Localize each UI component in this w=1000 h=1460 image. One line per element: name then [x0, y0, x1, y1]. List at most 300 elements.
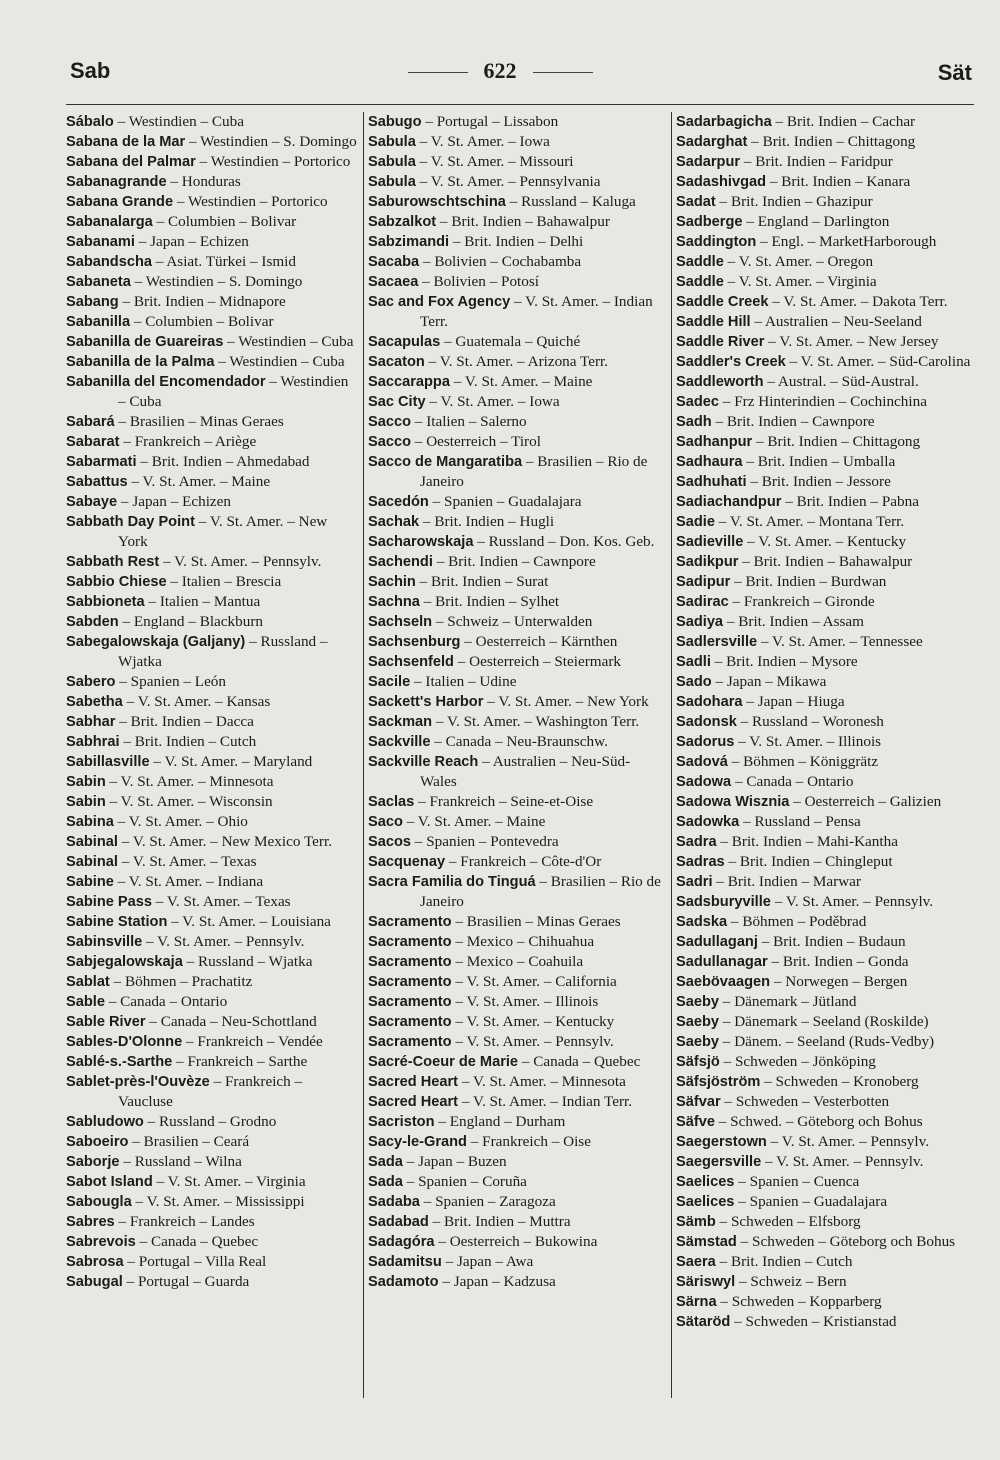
gazetteer-entry — [368, 1232, 666, 1252]
entry-term: Saboeiro — [66, 1134, 129, 1150]
entry-term: Sadh — [676, 414, 712, 430]
gazetteer-entry — [66, 612, 358, 632]
entry-location: – Dänemark – Jütland — [719, 993, 857, 1010]
gazetteer-entry — [368, 672, 666, 692]
entry-location: – V. St. Amer. – Pennsylv. — [159, 553, 322, 570]
entry-term: Sabhrai — [66, 734, 120, 750]
gazetteer-entry — [676, 512, 974, 532]
entry-term: Saebövaagen — [676, 974, 771, 990]
entry-term: Sadhanpur — [676, 434, 753, 450]
gazetteer-entry — [676, 1132, 974, 1152]
entry-location: – Portugal – Lissabon — [421, 113, 559, 130]
entry-term: Sacaba — [368, 254, 420, 270]
entry-location: – V. St. Amer. – Texas — [152, 893, 291, 910]
entry-location: – V. St. Amer. – Texas — [117, 853, 257, 870]
gazetteer-entry — [676, 1252, 974, 1272]
entry-term: Sabillasville — [66, 754, 150, 770]
entry-term: Sacco — [368, 414, 411, 430]
entry-location: – Oesterreich – Tirol — [411, 433, 541, 450]
entry-term: Sabana del Palmar — [66, 154, 196, 170]
entry-location: – Portugal – Villa Real — [123, 1253, 267, 1270]
entry-location: – Böhmen – Prachatitz — [109, 973, 253, 990]
entry-location: – Russland – Don. Kos. Geb. — [473, 533, 655, 550]
entry-location: – Portugal – Guarda — [122, 1273, 250, 1290]
entry-term: Sabine — [66, 874, 114, 890]
gazetteer-entry — [66, 812, 358, 832]
entry-location: – V. St. Amer. – California — [451, 973, 617, 990]
entry-location: – Westindien – S. Domingo — [185, 133, 357, 150]
gazetteer-entry — [368, 712, 666, 732]
entry-location: – Engl. – MarketHarborough — [756, 233, 937, 250]
entry-location: – V. St. Amer. – Maine — [449, 373, 593, 390]
header-right-catchword: Sät — [937, 60, 972, 85]
gazetteer-entry — [368, 792, 666, 812]
entry-term: Sablat — [66, 974, 110, 990]
entry-location: – V. St. Amer. – Louisiana — [167, 913, 331, 930]
entry-location: – Oesterreich – Kärnthen — [460, 633, 618, 650]
gazetteer-entry — [368, 832, 666, 852]
entry-term: Sabrevois — [66, 1234, 136, 1250]
entry-location: – V. St. Amer. – Kansas — [122, 693, 271, 710]
header-rule — [66, 104, 974, 105]
gazetteer-entry — [368, 272, 666, 292]
entry-term: Sabden — [66, 614, 119, 630]
gazetteer-entry — [66, 1212, 358, 1232]
entry-location: – V. St. Amer. – Wisconsin — [105, 793, 273, 810]
entry-term: Sadowka — [676, 814, 740, 830]
gazetteer-entry — [676, 1232, 974, 1252]
gazetteer-entry — [676, 1052, 974, 1072]
entry-location: – Japan – Hiuga — [742, 693, 845, 710]
entry-location: – V. St. Amer. – Iowa — [425, 393, 560, 410]
gazetteer-entry — [676, 572, 974, 592]
entry-term: Sada — [368, 1154, 403, 1170]
entry-location: – Brit. Indien – Assam — [723, 613, 864, 630]
entry-location: – Böhmen – Königgrätz — [727, 753, 879, 770]
entry-term: Sachsenfeld — [368, 654, 454, 670]
gazetteer-entry — [368, 172, 666, 192]
gazetteer-entry — [368, 1172, 666, 1192]
gazetteer-entry — [676, 252, 974, 272]
gazetteer-entry — [676, 1092, 974, 1112]
entry-location: – Schweden – Vesterbotten — [720, 1093, 890, 1110]
gazetteer-entry — [676, 1292, 974, 1312]
gazetteer-entry — [676, 732, 974, 752]
entry-location: – Frankreich – Oise — [466, 1133, 591, 1150]
entry-location: – Brit. Indien – Gonda — [767, 953, 909, 970]
entry-term: Sabanagrande — [66, 174, 167, 190]
entry-location: – Brit. Indien – Faridpur — [740, 153, 893, 170]
column-divider-2 — [671, 112, 672, 1398]
gazetteer-entry — [66, 312, 358, 332]
entry-location: – Brit. Indien – Delhi — [449, 233, 584, 250]
entry-term: Sabandscha — [66, 254, 152, 270]
entry-location: – Brit. Indien – Ghazipur — [715, 193, 873, 210]
gazetteer-entry — [66, 852, 358, 872]
entry-location: – V. St. Amer. – Indian Terr. — [420, 293, 653, 330]
entry-term: Sabula — [368, 174, 416, 190]
gazetteer-entry — [66, 672, 358, 692]
entry-location: – Schweiz – Bern — [735, 1273, 847, 1290]
entry-term: Saddle Creek — [676, 294, 769, 310]
entry-location: – Brit. Indien – Umballa — [742, 453, 896, 470]
entry-location: – Brit. Indien – Mysore — [710, 653, 858, 670]
entry-location: – Japan – Buzen — [402, 1153, 507, 1170]
gazetteer-entry — [66, 232, 358, 252]
gazetteer-entry — [66, 1232, 358, 1252]
gazetteer-entry — [66, 472, 358, 492]
entry-location: – V. St. Amer. – Virginia — [152, 1173, 306, 1190]
entry-location: – V. St. Amer. – Indian Terr. — [458, 1093, 633, 1110]
gazetteer-entry — [66, 332, 358, 352]
entry-term: Sacramento — [368, 954, 452, 970]
entry-location: – Brit. Indien – Bahawalpur — [738, 553, 913, 570]
entry-location: – Spanien – León — [115, 673, 226, 690]
entry-location: – Brit. Indien – Pabna — [781, 493, 919, 510]
entry-term: Sado — [676, 674, 712, 690]
entry-location: – V. St. Amer. – Mississippi — [131, 1193, 305, 1210]
entry-location: – Spanien – Pontevedra — [411, 833, 559, 850]
gazetteer-entry — [676, 552, 974, 572]
entry-location: – Schweden – Göteborg och Bohus — [736, 1233, 956, 1250]
entry-location: – Bolivien – Potosí — [418, 273, 539, 290]
entry-location: – England – Blackburn — [118, 613, 263, 630]
gazetteer-entry — [368, 1112, 666, 1132]
entry-term: Sachin — [368, 574, 416, 590]
gazetteer-entry — [368, 732, 666, 752]
entry-location: – Schweden – Kronoberg — [760, 1073, 919, 1090]
entry-location: – V. St. Amer. – Maine — [127, 473, 271, 490]
entry-location: – V. St. Amer. – Illinois — [451, 993, 599, 1010]
entry-term: Sabjegalowskaja — [66, 954, 183, 970]
gazetteer-entry — [368, 592, 666, 612]
entry-term: Sadska — [676, 914, 728, 930]
gazetteer-entry — [368, 952, 666, 972]
entry-location: – Japan – Kadzusa — [438, 1273, 556, 1290]
entry-term: Sabbio Chiese — [66, 574, 167, 590]
entry-term: Sábalo — [66, 114, 114, 130]
gazetteer-entry — [368, 332, 666, 352]
gazetteer-entry — [368, 532, 666, 552]
entry-location: – Schweden – Kristianstad — [730, 1313, 897, 1330]
entry-term: Saddleworth — [676, 374, 764, 390]
entry-location: – Schweiz – Unterwalden — [432, 613, 593, 630]
entry-term: Sacos — [368, 834, 411, 850]
entry-location: – Böhmen – Poděbrad — [727, 913, 867, 930]
gazetteer-entry — [66, 972, 358, 992]
entry-term: Sadri — [676, 874, 713, 890]
gazetteer-entry — [676, 1312, 974, 1332]
entry-term: Sabattus — [66, 474, 128, 490]
entry-term: Säfsjö — [676, 1054, 720, 1070]
gazetteer-entry — [66, 192, 358, 212]
gazetteer-entry — [676, 392, 974, 412]
gazetteer-entry — [676, 672, 974, 692]
gazetteer-entry — [66, 1132, 358, 1152]
entry-term: Sackville Reach — [368, 754, 479, 770]
entry-term: Sadabad — [368, 1214, 429, 1230]
entry-term: Saelices — [676, 1194, 735, 1210]
entry-term: Sadamoto — [368, 1274, 439, 1290]
gazetteer-entry — [676, 972, 974, 992]
entry-location: – Frankreich – Côte-d'Or — [445, 853, 602, 870]
gazetteer-entry — [676, 992, 974, 1012]
gazetteer-entry — [368, 1092, 666, 1112]
entry-term: Sabang — [66, 294, 119, 310]
column-2 — [368, 112, 666, 1402]
entry-term: Sabetha — [66, 694, 123, 710]
entry-location: – Schweden – Kopparberg — [716, 1293, 882, 1310]
gazetteer-entry — [676, 532, 974, 552]
gazetteer-entry — [66, 1072, 358, 1112]
entry-location: – V. St. Amer. – Pennsylv. — [451, 1033, 614, 1050]
gazetteer-entry — [676, 352, 974, 372]
gazetteer-entry — [66, 752, 358, 772]
page-header — [0, 58, 1000, 98]
gazetteer-entry — [368, 252, 666, 272]
entry-term: Sadirac — [676, 594, 729, 610]
gazetteer-entry — [368, 1032, 666, 1052]
gazetteer-entry — [368, 1152, 666, 1172]
entry-location: – Italien – Salerno — [411, 413, 527, 430]
entry-location: – Canada – Quebec — [518, 1053, 641, 1070]
entry-term: Sablé-s.-Sarthe — [66, 1054, 173, 1070]
entry-location: – V. St. Amer. – New Mexico Terr. — [117, 833, 332, 850]
gazetteer-entry — [66, 512, 358, 552]
gazetteer-entry — [676, 1112, 974, 1132]
gazetteer-entry — [66, 372, 358, 412]
entry-term: Sabinal — [66, 834, 118, 850]
gazetteer-entry — [368, 132, 666, 152]
gazetteer-entry — [676, 432, 974, 452]
page-number-block — [0, 58, 1000, 84]
gazetteer-entry — [368, 612, 666, 632]
entry-term: Sabinsville — [66, 934, 143, 950]
entry-term: Säriswyl — [676, 1274, 736, 1290]
entry-term: Sadaba — [368, 1194, 420, 1210]
gazetteer-entry — [676, 412, 974, 432]
entry-term: Saegersville — [676, 1154, 762, 1170]
entry-location: – Brit. Indien – Cachar — [771, 113, 916, 130]
entry-location: – Brit. Indien – Cutch — [119, 733, 257, 750]
entry-term: Sadarbagicha — [676, 114, 772, 130]
entry-term: Sacaton — [368, 354, 425, 370]
entry-term: Saborje — [66, 1154, 120, 1170]
entry-location: – V. St. Amer. – Montana Terr. — [714, 513, 905, 530]
entry-location: – Russland – Wjatka — [118, 633, 328, 670]
gazetteer-entry — [368, 912, 666, 932]
entry-term: Sadli — [676, 654, 711, 670]
entry-term: Sadagóra — [368, 1234, 435, 1250]
gazetteer-entry — [368, 392, 666, 412]
gazetteer-entry — [66, 552, 358, 572]
entry-term: Sadhuhati — [676, 474, 747, 490]
entry-term: Sacramento — [368, 994, 452, 1010]
entry-term: Sacramento — [368, 1014, 452, 1030]
entry-location: – Brit. Indien – Chittagong — [747, 133, 916, 150]
gazetteer-entry — [368, 1212, 666, 1232]
gazetteer-entry — [66, 632, 358, 672]
gazetteer-entry — [66, 712, 358, 732]
gazetteer-entry — [676, 192, 974, 212]
entry-location: – Italien – Udine — [410, 673, 517, 690]
entry-term: Sabin — [66, 794, 106, 810]
column-divider-1 — [363, 112, 364, 1398]
entry-location: – Oesterreich – Steiermark — [453, 653, 621, 670]
gazetteer-entry — [66, 212, 358, 232]
entry-term: Sada — [368, 1174, 403, 1190]
gazetteer-entry — [66, 272, 358, 292]
gazetteer-entry — [676, 112, 974, 132]
gazetteer-entry — [676, 812, 974, 832]
entry-term: Sabula — [368, 134, 416, 150]
entry-location: – Columbien – Bolivar — [130, 313, 274, 330]
entry-term: Sabanalarga — [66, 214, 153, 230]
entry-location: – Brit. Indien – Jessore — [746, 473, 891, 490]
entry-term: Sacco — [368, 434, 411, 450]
entry-term: Saddington — [676, 234, 757, 250]
entry-location: – Frankreich – Vaucluse — [118, 1073, 303, 1110]
entry-location: – V. St. Amer. – Pennsylv. — [142, 933, 305, 950]
gazetteer-entry — [66, 132, 358, 152]
entry-location: – Brit. Indien – Hugli — [419, 513, 555, 530]
gazetteer-entry — [66, 352, 358, 372]
entry-term: Säfve — [676, 1114, 715, 1130]
gazetteer-entry — [368, 852, 666, 872]
entry-location: – Russland – Woronesh — [736, 713, 884, 730]
entry-location: – V. St. Amer. – Pennsylv. — [766, 1133, 930, 1150]
gazetteer-entry — [66, 732, 358, 752]
gazetteer-entry — [66, 112, 358, 132]
entry-location: – Brit. Indien – Marwar — [712, 873, 861, 890]
gazetteer-entry — [368, 992, 666, 1012]
gazetteer-entry — [676, 492, 974, 512]
entry-location: – Westindien – S. Domingo — [130, 273, 303, 290]
gazetteer-entry — [368, 452, 666, 492]
entry-location: – V. St. Amer. – Dakota Terr. — [768, 293, 948, 310]
gazetteer-entry — [66, 152, 358, 172]
entry-term: Sackman — [368, 714, 433, 730]
entry-term: Sabinal — [66, 854, 118, 870]
entry-term: Säfvar — [676, 1094, 721, 1110]
entry-location: – V. St. Amer. – Arizona Terr. — [424, 353, 609, 370]
entry-location: – V. St. Amer. – Illinois — [734, 733, 882, 750]
entry-term: Saccarappa — [368, 374, 450, 390]
entry-term: Sadikpur — [676, 554, 739, 570]
gazetteer-entry — [368, 632, 666, 652]
entry-term: Saclas — [368, 794, 415, 810]
column-1 — [66, 112, 358, 1402]
entry-term: Sadullaganj — [676, 934, 758, 950]
gazetteer-entry — [676, 772, 974, 792]
gazetteer-entry — [676, 892, 974, 912]
entry-location: – Westindien – Cuba — [214, 353, 345, 370]
entry-term: Sachsenburg — [368, 634, 461, 650]
gazetteer-entry — [66, 572, 358, 592]
gazetteer-entry — [368, 812, 666, 832]
gazetteer-entry — [676, 1192, 974, 1212]
gazetteer-entry — [676, 632, 974, 652]
entry-location: – Brit. Indien – Budaun — [757, 933, 906, 950]
entry-location: – Brasilien – Rio de Janeiro — [420, 453, 648, 490]
entry-location: – Russland – Wjatka — [182, 953, 313, 970]
entry-term: Sacra Familia do Tinguá — [368, 874, 536, 890]
entry-term: Sadiachandpur — [676, 494, 782, 510]
entry-term: Sabero — [66, 674, 116, 690]
gazetteer-entry — [368, 192, 666, 212]
entry-location: – V. St. Amer. – New York — [483, 693, 649, 710]
entry-location: – V. St. Amer. – Missouri — [415, 153, 574, 170]
gazetteer-entry — [66, 912, 358, 932]
gazetteer-entry — [368, 652, 666, 672]
gazetteer-entry — [676, 932, 974, 952]
gazetteer-entry — [66, 1172, 358, 1192]
entry-location: – Bolivien – Cochabamba — [419, 253, 582, 270]
entry-term: Sabarmati — [66, 454, 137, 470]
entry-term: Sadorus — [676, 734, 735, 750]
entry-location: – Canada – Ontario — [731, 773, 854, 790]
gazetteer-entry — [368, 1012, 666, 1032]
entry-term: Sadat — [676, 194, 716, 210]
entry-location: – V. St. Amer. – New Jersey — [764, 333, 939, 350]
entry-term: Sac City — [368, 394, 426, 410]
entry-location: – Westindien – Portorico — [173, 193, 328, 210]
gazetteer-entry — [676, 372, 974, 392]
entry-location: – Spanien – Zaragoza — [419, 1193, 556, 1210]
gazetteer-entry — [676, 792, 974, 812]
entry-location: – Brit. Indien – Muttra — [428, 1213, 571, 1230]
entry-location: – Brit. Indien – Bahawalpur — [436, 213, 610, 230]
entry-term: Sabine Pass — [66, 894, 152, 910]
entry-location: – Westindien – Cuba — [118, 373, 349, 410]
entry-term: Saegerstown — [676, 1134, 767, 1150]
gazetteer-entry — [66, 1192, 358, 1212]
entry-term: Sabegalowskaja (Galjany) — [66, 634, 246, 650]
entry-location: – Brit. Indien – Surat — [415, 573, 549, 590]
entry-location: – Australien – Neu-Seeland — [750, 313, 922, 330]
gazetteer-entry — [66, 952, 358, 972]
gazetteer-entry — [676, 752, 974, 772]
entry-term: Sadonsk — [676, 714, 737, 730]
gazetteer-entry — [368, 512, 666, 532]
entry-term: Saeby — [676, 1014, 719, 1030]
gazetteer-entry — [368, 232, 666, 252]
entry-location: – Honduras — [166, 173, 241, 190]
entry-term: Särna — [676, 1294, 717, 1310]
entry-term: Sabará — [66, 414, 115, 430]
gazetteer-entry — [66, 692, 358, 712]
entry-location: – Canada – Quebec — [135, 1233, 259, 1250]
entry-location: – Brasilien – Minas Geraes — [114, 413, 284, 430]
entry-location: – Frankreich – Landes — [114, 1213, 255, 1230]
entry-term: Saddle River — [676, 334, 765, 350]
gazetteer-entry — [368, 972, 666, 992]
entry-term: Sadowa Wisznia — [676, 794, 790, 810]
entry-term: Sackett's Harbor — [368, 694, 484, 710]
entry-term: Saera — [676, 1254, 716, 1270]
entry-term: Sachna — [368, 594, 420, 610]
gazetteer-entry — [676, 172, 974, 192]
gazetteer-entry — [676, 1152, 974, 1172]
entry-term: Sacramento — [368, 1034, 452, 1050]
entry-location: – Spanien – Coruña — [402, 1173, 527, 1190]
gazetteer-entry — [66, 792, 358, 812]
entry-location: – Schweden – Elfsborg — [715, 1213, 861, 1230]
entry-term: Sadberge — [676, 214, 743, 230]
entry-location: – Japan – Mikawa — [711, 673, 827, 690]
entry-location: – Dänemark – Seeland (Roskilde) — [719, 1013, 929, 1030]
gazetteer-entry — [676, 832, 974, 852]
